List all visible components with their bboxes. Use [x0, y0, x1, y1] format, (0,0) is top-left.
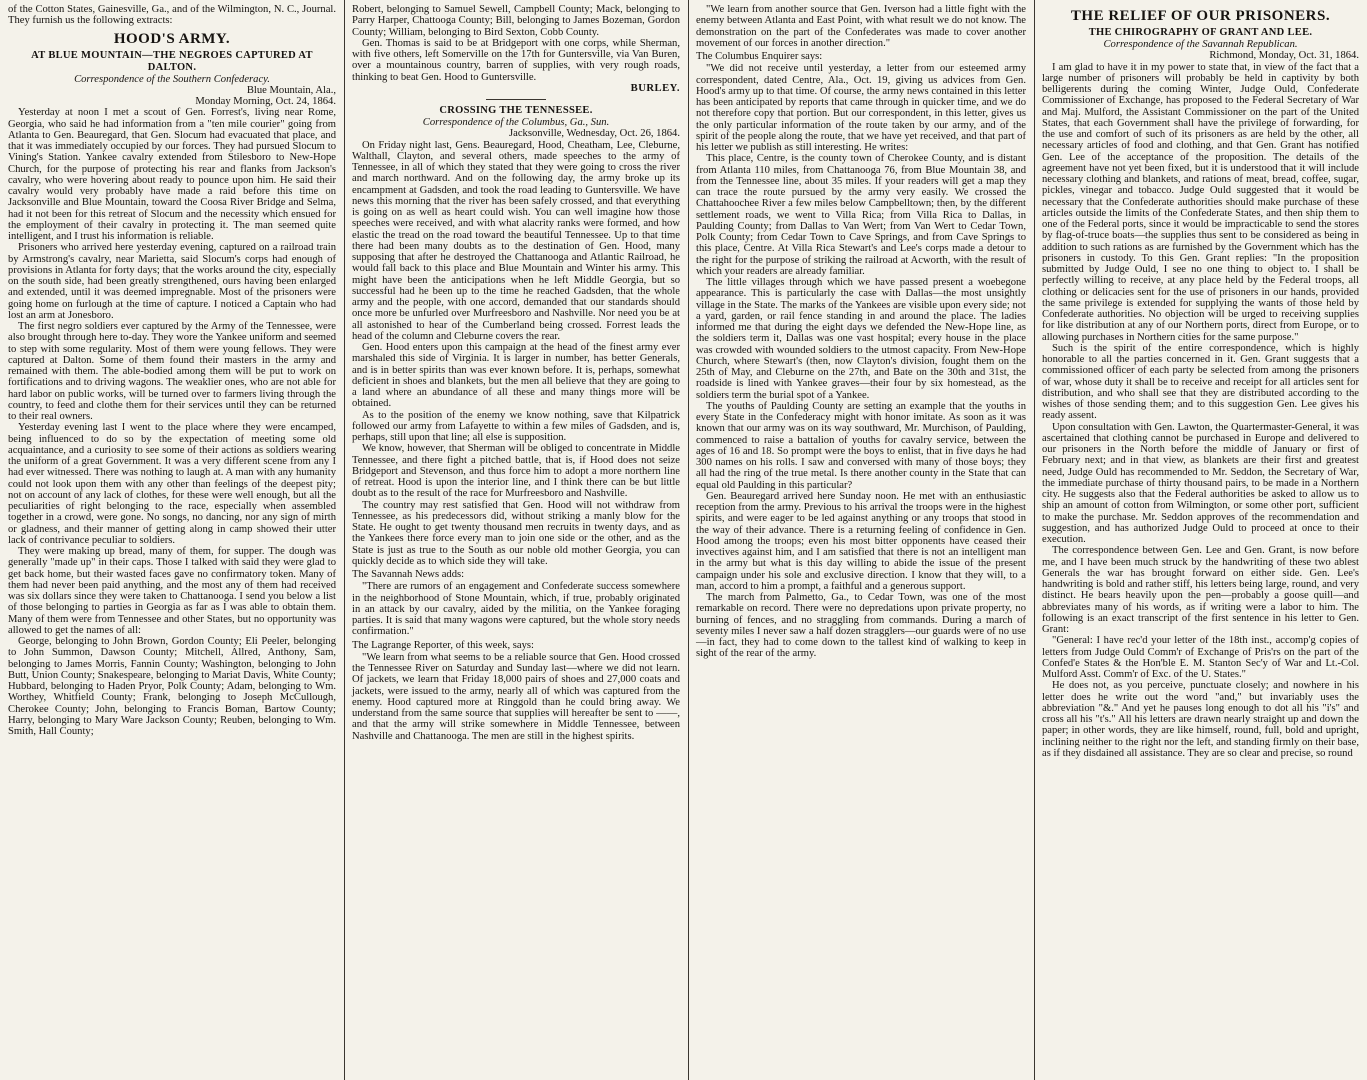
column-4: [1034, 0, 1367, 1080]
paragraph: The country may rest satisfied that Gen. Hood will not withdraw from Tennessee, as his predecessors did, without striking a manly blow for the State. He ought to get twenty thousand men recruits in twenty days, and as the Yankees there force every man to join one side or the other, and as the State is just as true to the South as our noble old mother Georgia, you can quickly decide as to which side they will take.: [352, 499, 680, 567]
paragraph: He does not, as you perceive, punctuate closely; and nowhere in his letter does he write out the word "and," but invariably uses the abbreviation "&." And yet he pauses long enough to dot all his "i's" and cross all his "t's." All his letters are drawn nearly straight up and down the paper; in other words, they are like himself, round, full, bold and upright, inclining neither to the right nor the left, and standing firmly on their base, as if they disdained all assistance. They are so clear and precise, so round: [1042, 680, 1359, 759]
source-line: The Lagrange Reporter, of this week, says:: [352, 639, 534, 651]
column-2: [344, 0, 688, 1080]
dateline: Monday Morning, Oct. 24, 1864.: [195, 96, 336, 107]
paragraph: Robert, belonging to Samuel Sewell, Campbell County; Mack, belonging to Parry Harper, Chattooga County; Bill, belonging to James Bozeman, Gordon County; William, belonging to Bird Sexton, Cobb County.: [352, 4, 680, 38]
paragraph: As to the position of the enemy we know nothing, save that Kilpatrick followed our army from Lafayette to within a few miles of Gadsden, and is, perhaps, still upon that line; all else is supposition.: [352, 409, 680, 443]
correspondent-line: Correspondence of the Savannah Republican.: [1103, 39, 1298, 50]
paragraph: Gen. Thomas is said to be at Bridgeport with one corps, while Sherman, with five others, left Somerville on the 17th for Guntersville, via Van Buren, over a mountainous country, barren of supplies, with very rough roads, thinking to beat Gen. Hood to Guntersville.: [352, 37, 680, 83]
paragraph: "We learn from another source that Gen. Iverson had a little fight with the enemy between Atlanta and East Point, with what result we do not know. The demonstration on the part of the Confederates was made to cover another movement of our forces in another direction.": [696, 4, 1026, 49]
correspondent-line: Correspondence of the Columbus, Ga., Sun.: [422, 117, 610, 128]
paragraph: Gen. Hood enters upon this campaign at the head of the finest army ever marshaled this side of Virginia. It is larger in number, has better Generals, and is in better spirits than was ever known before. It is, perhaps, somewhat deficient in shoes and blankets, but the men all believe that they are going to a land where an abundance of all these and many things more will be obtained.: [352, 342, 680, 410]
paragraph: The youths of Paulding County are setting an example that the youths in every State in the Confederacy might with honor imitate. As soon as it was known that our army was on its way southward, Mr. Murchison, of Paulding, commenced to raise a battalion of youths for cavalry service, between the ages of 16 and 18. So prompt were the boys to enlist, that in five days he had 300 names on his rolls. I saw and conversed with many of those boys; they all had the ring of the true metal. Is there another county in the State that can equal old Paulding in this particular?: [696, 400, 1026, 491]
paragraph: Upon consultation with Gen. Lawton, the Quartermaster-General, it was ascertained that clothing cannot be purchased in Europe and delivered to our prisoners in the North before the middle of January or first of February next; and in that view, as blankets are their first and greatest need, Judge Ould has recommended to Mr. Seddon, the Secretary of War, the immediate purchase of thirty thousand pairs, to be made in a Northern city. He suggests also that the Federal authorities be asked to allow us to ship an amount of cotton from Wilmington, or some other port, sufficient to make the purchase. Mr. Seddon approves of the recommendation and suggestion, and has authorized Judge Ould to proceed at once to their execution.: [1042, 421, 1359, 545]
article-title-relief: THE RELIEF OF OUR PRISONERS.: [1070, 8, 1331, 24]
article-subtitle: AT BLUE MOUNTAIN—THE NEGROES CAPTURED AT DALTON.: [31, 49, 313, 73]
paragraph: The little villages through which we have passed present a woebegone appearance. This is particularly the case with Dallas—the most unsightly village in the State. The marks of the Yankees are visible upon every side; not a yard, garden, or rail fence standing in and around the place. The ladies informed me that during the eight days we defended the New-Hope line, as the soldiers term it, Dallas was one vast hospital; every house in the place was crowded with wounded soldiers to the utmost capacity. From New-Hope Church, where Stewart's (then, now Clayton's division, fought them on the 25th of May, and Cleburne on the 27th, and Bate on the 30th and 31st, the roadside is lined with Yankee graves—their four by six homestead, as the soldiers term the burial spot of a Yankee.: [696, 277, 1026, 401]
paragraph: Gen. Beauregard arrived here Sunday noon. He met with an enthusiastic reception from the army. Previous to his arrival the troops were in the highest spirits, and were eager to be led against anything or any troops that stood in the way of their advance. There is a returning feeling of confidence in Gen. Hood among the troops; even his most bitter opponents have ceased their invectives against him, and I am satisfied that there is not an intelligent man in the army but what is this day willing to abide the issue of the present campaign under his sole and exclusive direction. I know that they will, to a man, accord to him a prompt, a faithful and a generous support.: [696, 490, 1026, 592]
column-rule: [344, 0, 345, 1080]
correspondent-line: Correspondence of the Southern Confederacy.: [74, 73, 270, 85]
paragraph: "We did not receive until yesterday, a letter from our esteemed army correspondent, dated Centre, Ala., Oct. 19, giving us advices from Gen. Hood's army up to that time. Of course, the army news contained in this letter has been anticipated by reports that came through in quicker time, and we do not therefore copy that portion. But our correspondent, in this letter, gives us the only particular information of the route taken by our army, and of the spirit of the people along the route, that we have yet received, and that part of his letter we publish as still interesting. He writes:: [696, 63, 1026, 153]
paragraph: The march from Palmetto, Ga., to Cedar Town, was one of the most remarkable on record. There were no depredations upon private property, no burning of fences, and no straggling from commands. During a march of seventy miles I never saw a half dozen stragglers—our guards were of no use—in fact, they had to come down to the tallest kind of walking to keep in sight of the rear of the army.: [696, 592, 1026, 660]
intro-text: of the Cotton States, Gainesville, Ga., and of the Wilmington, N. C., Journal. They furnish us the following extracts:: [8, 4, 336, 27]
article-title-hoods-army: HOOD'S ARMY.: [113, 30, 231, 47]
paragraph: "General: I have rec'd your letter of the 18th inst., accomp'g copies of letters from Judge Ould Comm'r of Exchange of Pris'rs on the part of the Confed'e States & the Hon'ble E. M. Stanton Sec'y of War and Lt.-Col. Mulford Asst. Comm'r of Exc. of the U. States.": [1042, 635, 1359, 680]
paragraph: "There are rumors of an engagement and Confederate success somewhere in the neighborhood of Stone Mountain, which, if true, probably originated in an attack by our cavalry, aided by the militia, on the Yankee foraging parties. It is said that many wagons were captured, but the whole story needs confirmation.": [352, 581, 680, 638]
column-rule: [688, 0, 689, 1080]
paragraph: On Friday night last, Gens. Beauregard, Hood, Cheatham, Lee, Cleburne, Walthall, Clayton, and several others, made speeches to the army of Tennessee, in all of which they stated that they were going to cross the river and march northward. And on the following day, the army broke up its encampment at Gadsden, and took the road leading to Guntersville. We have news this morning that the river has been safely crossed, and that everything is going on as well as heart could wish. You can well imagine how those speeches were received, and with what alacrity ranks were formed, and how elastic the tread on the road toward the beautiful Tennessee. Up to that time there had been many doubts as to the destination of Gen. Hood, many supposing that after he destroyed the Chattanooga and Atlantic Railroad, he would fall back to this place and Blue Mountain and Winter his army. This might have been the anticipations when he left Middle Georgia, but so successful had he been up to the time he reached Gadsden, that the whole army and the people, with one accord, demanded that our standards should once more be unfurled over Murfreesboro and Nashville. Nor need you be at all astonished to hear of the Cumberland being crossed. Forrest leads the head of the column and Cleburne covers the rear.: [352, 139, 680, 342]
column-1: [0, 0, 344, 1080]
paragraph: We know, however, that Sherman will be obliged to concentrate in Middle Tennessee, and there fight a pitched battle, that is, if Hood does not seize Bridgeport and Stevenson, and thus force him to adopt a more northern line of retreat. Hood is upon the interior line, and I think there can be but little doubt as to the result of the race for Murfreesboro and Nashville.: [352, 443, 680, 500]
paragraph: The first negro soldiers ever captured by the Army of the Tennessee, were also brought through here to-day. They wore the Yankee uniform and seemed to step with some regularity. Most of them were young fellows. They were captured at Dalton. Some of them found their masters in the army and remained with them. The able-bodied among them will be put to work on fortifications and to driving wagons. The weaklier ones, who are not able for hard labor on public works, will be turned over to farmers living through the country, to feed and clothe them for their services until they can be returned to their real owners.: [8, 321, 336, 422]
column-3: [688, 0, 1034, 1080]
column-rule: [1034, 0, 1035, 1080]
paragraph: Prisoners who arrived here yesterday evening, captured on a railroad train by Armstrong's cavalry, near Marietta, said Slocum's corps had enough of provisions in Atlanta for forty days; that the works around the city, especially on the south side, had been greatly strengthened, ours having been enlarged and extended, until it was deemed impregnable. Most of the prisoners were going home on furlough at the time of capture. I noticed a Captain who had lost an arm at Jonesboro.: [8, 242, 336, 321]
paragraph: Yesterday evening last I went to the place where they were encamped, being influenced to do so by the expectation of meeting some old acquaintance, and a curiosity to see some of their actions as soldiers wearing the uniform of a great Government. It was a very different scene from any I had ever witnessed. There was nothing to laugh at. A man with any humanity could not look upon them with any other than feelings of the deepest pity; not on account of any lack of clothes, for these were well enough, but all the peculiarities of right belonging to the race, especially when assembled together in a crowd, were gone. No songs, no dancing, nor any sign of mirth or gladness, and their manner of getting along in camp showed their utter lack of contrivance peculiar to soldiers.: [8, 422, 336, 546]
signature: BURLEY.: [630, 82, 680, 94]
paragraph: "We learn from what seems to be a reliable source that Gen. Hood crossed the Tennessee River on Saturday and Sunday last—where we did not learn. Of jackets, we learn that Friday 18,000 pairs of shoes and 27,000 coats and jackets, were issued to the army, nearly all of which was captured from the enemy. Hood captured more at Ringgold than he could bring away. We understand from the same source that supplies will hereafter be sent to ——, and that the army will strike somewhere in Middle Tennessee, between Nashville and Chattanooga. The men are still in the highest spirits.: [352, 651, 680, 742]
paragraph: George, belonging to John Brown, Gordon County; Eli Peeler, belonging to John Summon, Dawson County; Mitchell, Allred, Anthony, Sam, belonging to James Morris, Fannin County; Washington, belonging to John Butt, Union County; Snakespeare, belonging to Mariat Davis, White County; Hubbard, belonging to Haden Pryor, Polk County; Adam, belonging to Wm. Worthey, Whitfield County; Frank, belonging to Joseph McCullough, Cherokee County; John, belonging to Francis Boman, Bartow County; Harry, belonging to Mary Ware Jackson County; Reuben, belonging to Wm. Smith, Hall County;: [8, 636, 336, 737]
paragraph: The correspondence between Gen. Lee and Gen. Grant, is now before me, and I have been much struck by the handwriting of these two ablest Generals the war has brought forward on either side. Gen. Lee's handwriting is bold and rather stiff, his letters being large, round, and very distinct. He bears heavily upon the pen—probably a goose quill—and abbreviates many of his words, as if writing were a labor to him. The following is an exact transcript of the first sentence in his letter to Gen. Grant:: [1042, 545, 1359, 635]
dateline: Richmond, Monday, Oct. 31, 1864.: [1209, 50, 1359, 62]
paragraph: They were making up bread, many of them, for supper. The dough was generally "made up" in their caps. Those I talked with said they were glad to get back home, but their wasted faces gave no confirmatory token. Many of them had never been paid anything, and the most any of them had received was six dollars since they were taken to Chattanooga. I send you below a list of those belonging to parties in Georgia as far as I was able to obtain them. Many of them were from Tennessee and other States, but no opportunity was allowed to get the names of all:: [8, 546, 336, 636]
separator: [486, 99, 546, 100]
article-subtitle: THE CHIROGRAPHY OF GRANT AND LEE.: [1088, 27, 1313, 38]
paragraph: This place, Centre, is the county town of Cherokee County, and is distant from Atlanta 110 miles, from Chattanooga 76, from Blue Mountain 38, and from the Tennessee line, about 35 miles. If your readers will get a map they can trace the route pursued by the army very easily. We crossed the Chattahoochee River a few miles below Campbelltown; then, by the different settlement roads, we went to Villa Rica; from Villa Rica to Dallas, in Paulding County; from Dallas to Van Wert; from Van Wert to Cedar Town, Polk County; from Cedar Town to Cave Springs, and from Cave Springs to this place, Centre. At Villa Rica Stewart's and Lee's corps made a detour to the right for the purpose of striking the railroad at Acworth, with the result of which your readers are already familiar.: [696, 153, 1026, 277]
paragraph: Yesterday at noon I met a scout of Gen. Forrest's, living near Rome, Georgia, who said he had information from a "ten mile courier" going from Atlanta to Gen. Beauregard, that Gen. Slocum had evacuated that place, and that it was immediately occupied by our forces. They had pursued Slocum to Vining's Station. Yankee cavalry extended from Stilesboro to New-Hope Church, for the purpose of protecting his rear and flanks from Jackson's cavalry, who were hovering about ready to pounce upon him. He said their cavalry would very probably have made a raid before this time on Jacksonville and Blue Mountain, toward the Coosa River Bridge and Selma, had it not been for this retreat of Slocum and the necessity which ensued for the employment of their cavalry in protecting it. The man seemed quite intelligent, and I trust his information is reliable.: [8, 107, 336, 242]
paragraph: Such is the spirit of the entire correspondence, which is highly honorable to all the parties concerned in it. Gen. Grant suggests that a commissioned officer of each party be selected from among the prisoners of war, whose duty it shall be to receive and receipt for all articles sent for distribution, and who shall see that they are distributed according to the wishes of those sending them; and to this suggestion Gen. Lee gives his ready assent.: [1042, 342, 1359, 422]
dateline: Jacksonville, Wednesday, Oct. 26, 1864.: [509, 128, 680, 140]
article-title-crossing: CROSSING THE TENNESSEE.: [439, 105, 593, 116]
dateline: Blue Mountain, Ala.,: [246, 84, 336, 96]
source-line: The Savannah News adds:: [352, 569, 465, 580]
source-line: The Columbus Enquirer says:: [696, 51, 823, 62]
paragraph: I am glad to have it in my power to state that, in view of the fact that a large number of prisoners will probably be held in captivity by both belligerents during the coming Winter, Judge Ould, Confederate Commissioner of Exchange, has proposed to the Federal Secretary of War and Maj. Mulford, the Assistant Commissioner on the part of the United States, that each Government shall have the privilege of forwarding, for the use and comfort of such of its prisoners as are held by the other, all necessary articles of food and clothing, and that Gen. Grant has notified Gen. Lee of the acceptance of the proposition. The details of the agreement have not yet been fixed, but it is understood that it will include necessary clothing and blankets, and rations of meat, bread, coffee, sugar, pickles, vinegar and tobacco. Judge Ould suggested that it would be necessary that the Confederate authorities should make purchase of these articles outside the limits of the Confederate States, and then ship them to one of the Federal ports, since it would be impracticable to send the stores by flag-of-truce boats—the supplies thus sent to be considered as being in addition to such rations as are furnished by the Government which has the prisoners in custody. To this Gen. Grant replies: "In the proposition submitted by Judge Ould, I see no one thing to object to. I shall be perfectly willing to receive, at any place held by the Federal troops, all clothing or delicacies sent for the use of prisoners in our hands, provided the same privilege is extended for supplying the wants of those held by Confederate authorities. No objection will be urged to receiving supplies for like distribution at any of our Northern ports, direct from Europe, or to allowing purchases in Northern cities for the same purpose.": [1042, 61, 1359, 343]
